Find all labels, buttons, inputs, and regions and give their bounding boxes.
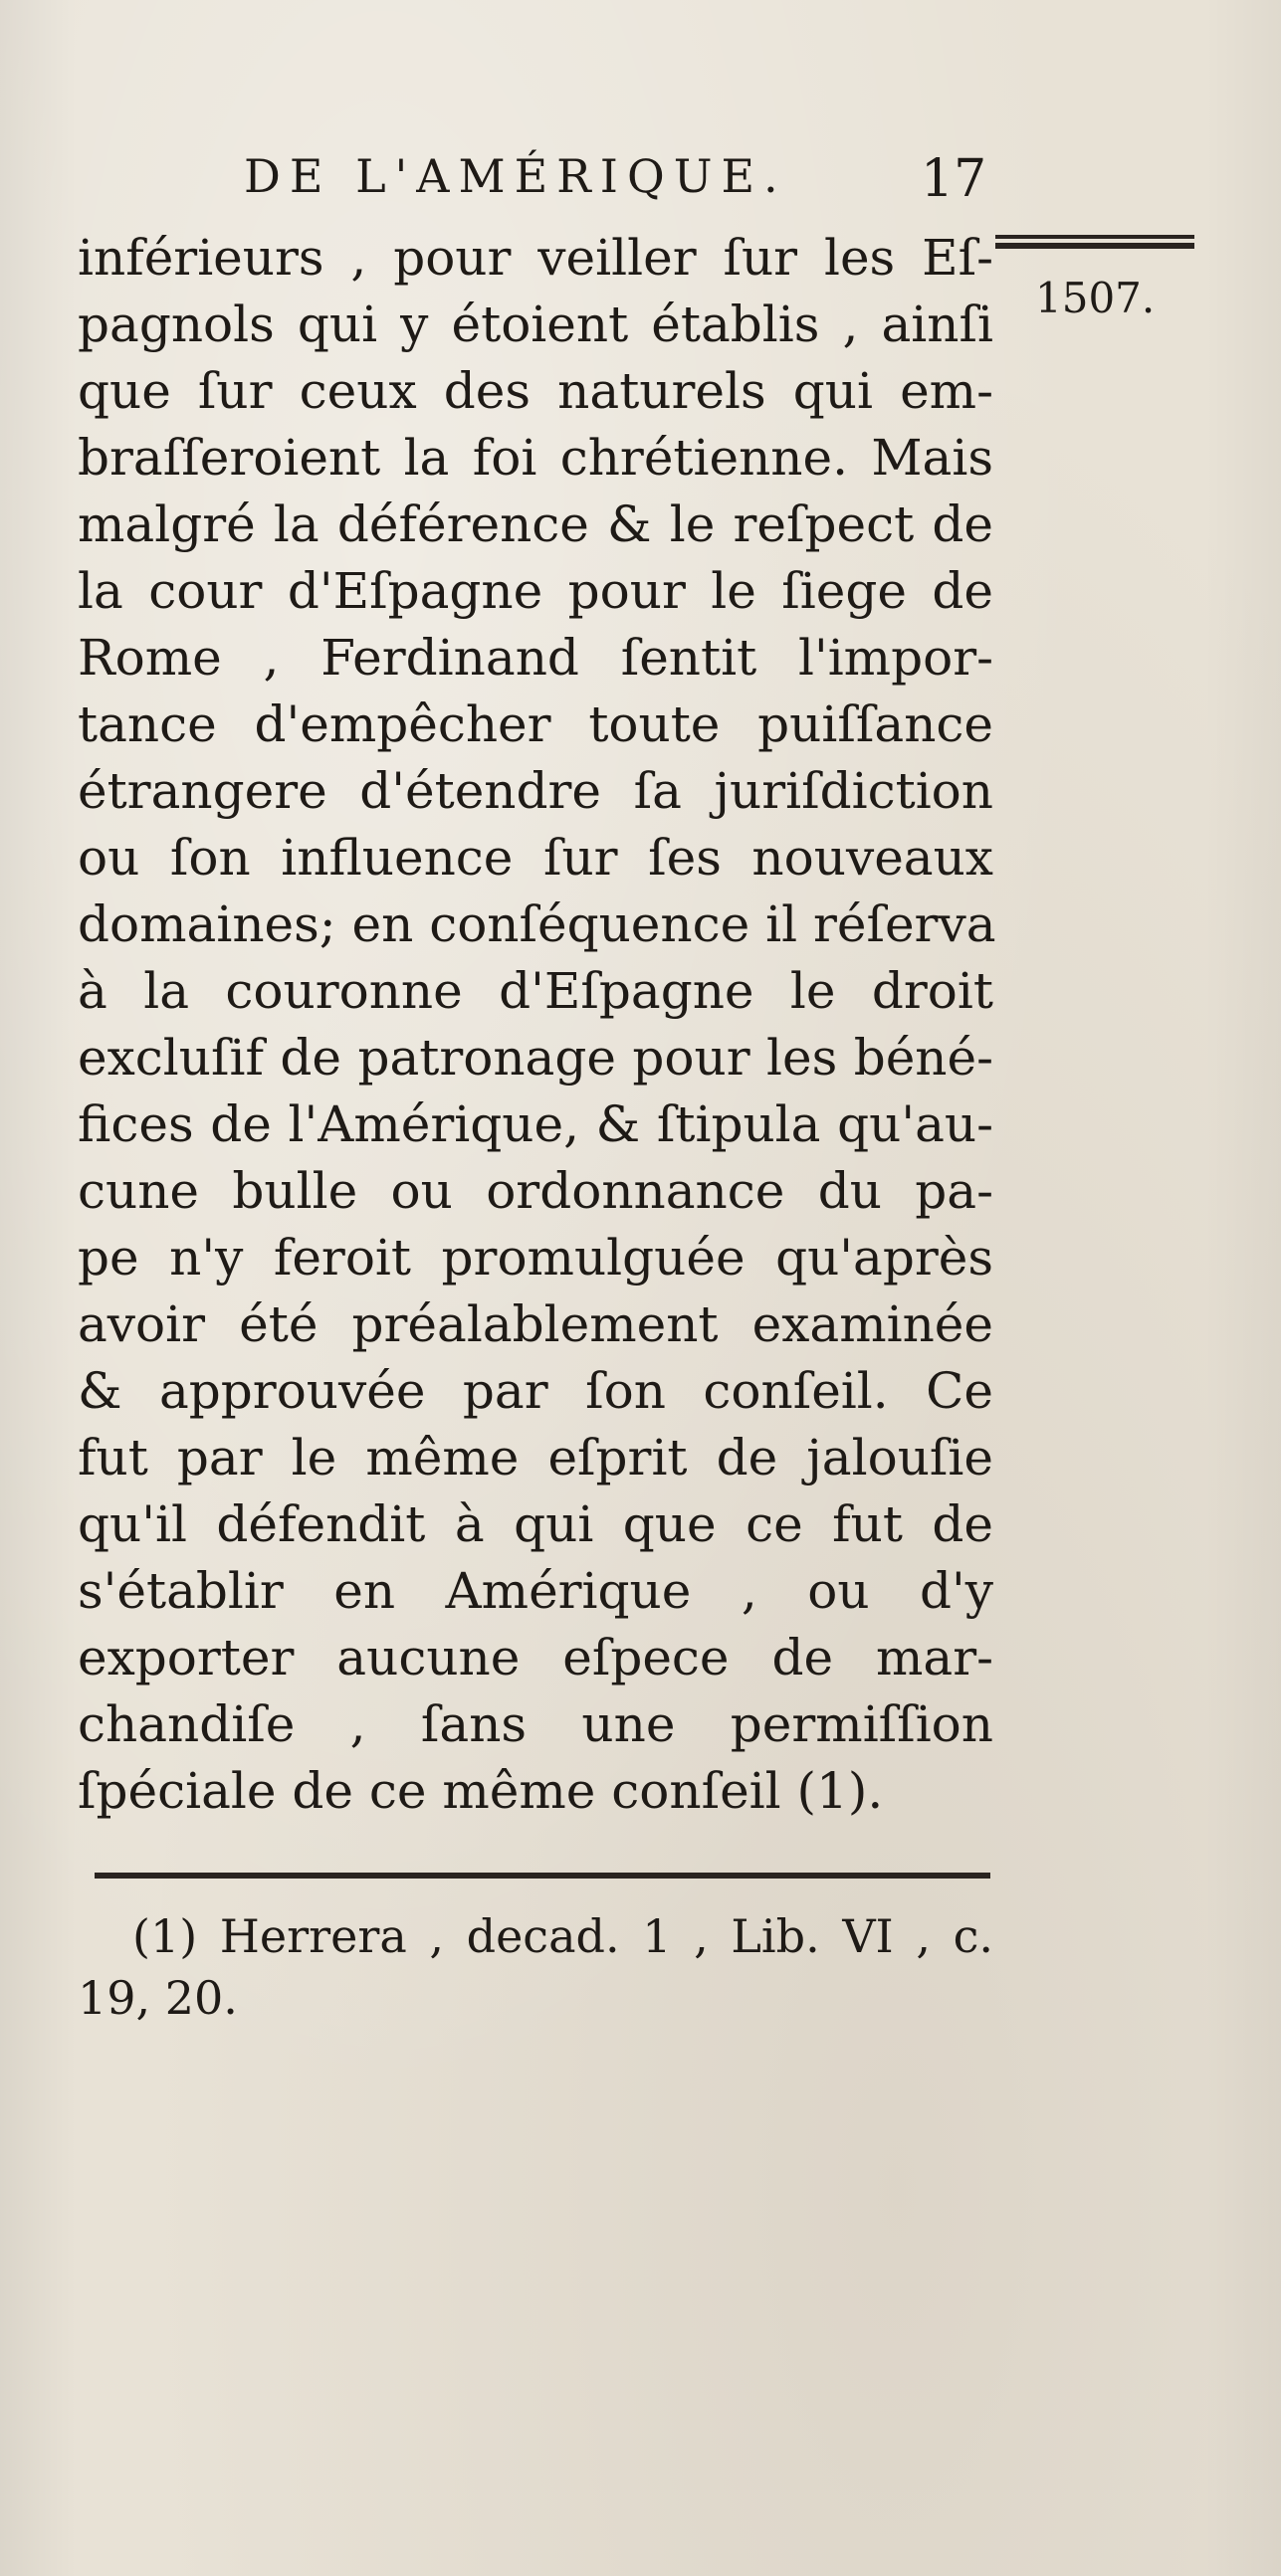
text-line: pagnols qui y étoient établis , ainſi xyxy=(78,296,993,353)
text-line: avoir été préalablement examinée xyxy=(78,1295,993,1353)
text-line: Rome , Ferdinand ſentit l'impor- xyxy=(78,629,993,687)
margin-rule xyxy=(995,235,1194,249)
text-line: fices de l'Amérique, & ſtipula qu'au- xyxy=(78,1095,993,1153)
text-line: fut par le même eſprit de jalouſie xyxy=(78,1429,993,1486)
footnote xyxy=(78,1905,993,2029)
margin-year-note: 1507. xyxy=(1035,274,1156,322)
body-text xyxy=(78,225,996,1825)
text-line: exporter aucune eſpece de mar- xyxy=(78,1629,993,1686)
text-line: inférieurs , pour veiller ſur les Eſ- xyxy=(78,229,993,287)
text-line: pe n'y feroit promulguée qu'après xyxy=(78,1229,993,1287)
footnote-rule xyxy=(95,1873,990,1879)
text-line: étrangere d'étendre ſa juriſdiction xyxy=(78,762,993,820)
text-line: tance d'empêcher toute puiſſance xyxy=(78,695,993,753)
footnote-line: 19, 20. xyxy=(78,1971,238,2025)
text-line: braſſeroient la foi chrétienne. Mais xyxy=(78,429,993,487)
text-line: qu'il défendit à qui que ce fut de xyxy=(78,1495,993,1553)
text-line: & approuvée par ſon conſeil. Ce xyxy=(78,1362,993,1420)
page-header xyxy=(0,149,1281,219)
text-line: la cour d'Eſpagne pour le ſiege de xyxy=(78,562,993,620)
text-line: s'établir en Amérique , ou d'y xyxy=(78,1562,993,1620)
text-line: domaines; en conſéquence il réſerva xyxy=(78,895,996,953)
text-line: excluſif de patronage pour les béné- xyxy=(78,1029,993,1087)
text-line: malgré la déférence & le reſpect de xyxy=(78,495,993,553)
text-line: ſpéciale de ce même conſeil (1). xyxy=(78,1762,884,1820)
text-line: à la couronne d'Eſpagne le droit xyxy=(78,962,993,1020)
footnote-line: (1) Herrera , decad. 1 , Lib. VI , c. xyxy=(132,1909,993,1963)
page-number: 17 xyxy=(921,149,987,209)
text-line: cune bulle ou ordonnance du pa- xyxy=(78,1162,993,1220)
text-line: chandiſe , ſans une permiſſion xyxy=(78,1695,993,1753)
text-line: que ſur ceux des naturels qui em- xyxy=(78,362,993,420)
text-line: ou ſon influence ſur ſes nouveaux xyxy=(78,829,993,887)
running-title: DE L'AMÉRIQUE. xyxy=(244,149,787,203)
